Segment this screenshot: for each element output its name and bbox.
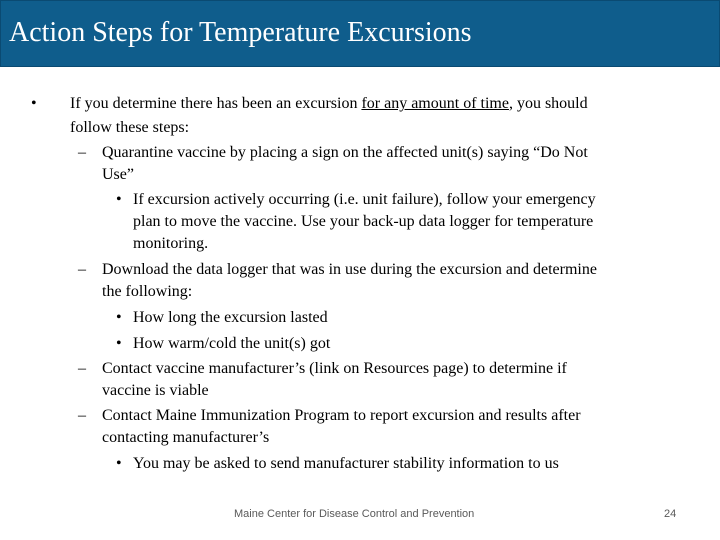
slide-title: Action Steps for Temperature Excursions [9, 17, 472, 48]
manufacturer-step-line-1: Contact vaccine manufacturer’s (link on Resources page) to determine if [102, 360, 567, 377]
program-step-line-2: contacting manufacturer’s [102, 429, 270, 446]
manufacturer-step-line-2: vaccine is viable [102, 382, 209, 399]
sub-bullet-marker: • [116, 191, 122, 208]
intro-line-1 [70, 93, 588, 115]
dash-marker: – [78, 360, 86, 377]
slide-footer [0, 508, 720, 524]
page-number: 24 [664, 508, 677, 520]
quarantine-substep-line-1: If excursion actively occurring (i.e. unit failure), follow your emergency [133, 191, 596, 208]
program-substep-1: You may be asked to send manufacturer stability information to us [133, 455, 559, 472]
download-step-line-2: the following: [102, 283, 193, 300]
quarantine-substep-line-2: plan to move the vaccine. Use your back-up data logger for temperature [133, 213, 594, 230]
sub-bullet-marker: • [116, 309, 122, 326]
download-substep-1: How long the excursion lasted [133, 309, 328, 326]
intro-underlined-text: for any amount of time [361, 95, 509, 112]
intro-text-start: If you determine there has been an excursion [70, 95, 362, 112]
sub-bullet-marker: • [116, 335, 122, 352]
title-bar [0, 0, 720, 67]
dash-marker: – [78, 407, 86, 424]
program-step-line-1: Contact Maine Immunization Program to report excursion and results after [102, 407, 581, 424]
sub-bullet-marker: • [116, 455, 122, 472]
quarantine-substep-line-3: monitoring. [133, 235, 209, 252]
intro-line-2: follow these steps: [70, 119, 190, 136]
bullet-marker: • [31, 95, 37, 112]
download-substep-2: How warm/cold the unit(s) got [133, 335, 331, 352]
footer-organization: Maine Center for Disease Control and Prevention [234, 508, 475, 520]
quarantine-step-line-2: Use” [102, 166, 134, 183]
intro-text-end: , you should [508, 95, 588, 112]
dash-marker: – [78, 261, 86, 278]
quarantine-step-line-1: Quarantine vaccine by placing a sign on the affected unit(s) saying “Do Not [102, 144, 588, 161]
download-step-line-1: Download the data logger that was in use during the excursion and determine [102, 261, 597, 278]
dash-marker: – [78, 144, 86, 161]
